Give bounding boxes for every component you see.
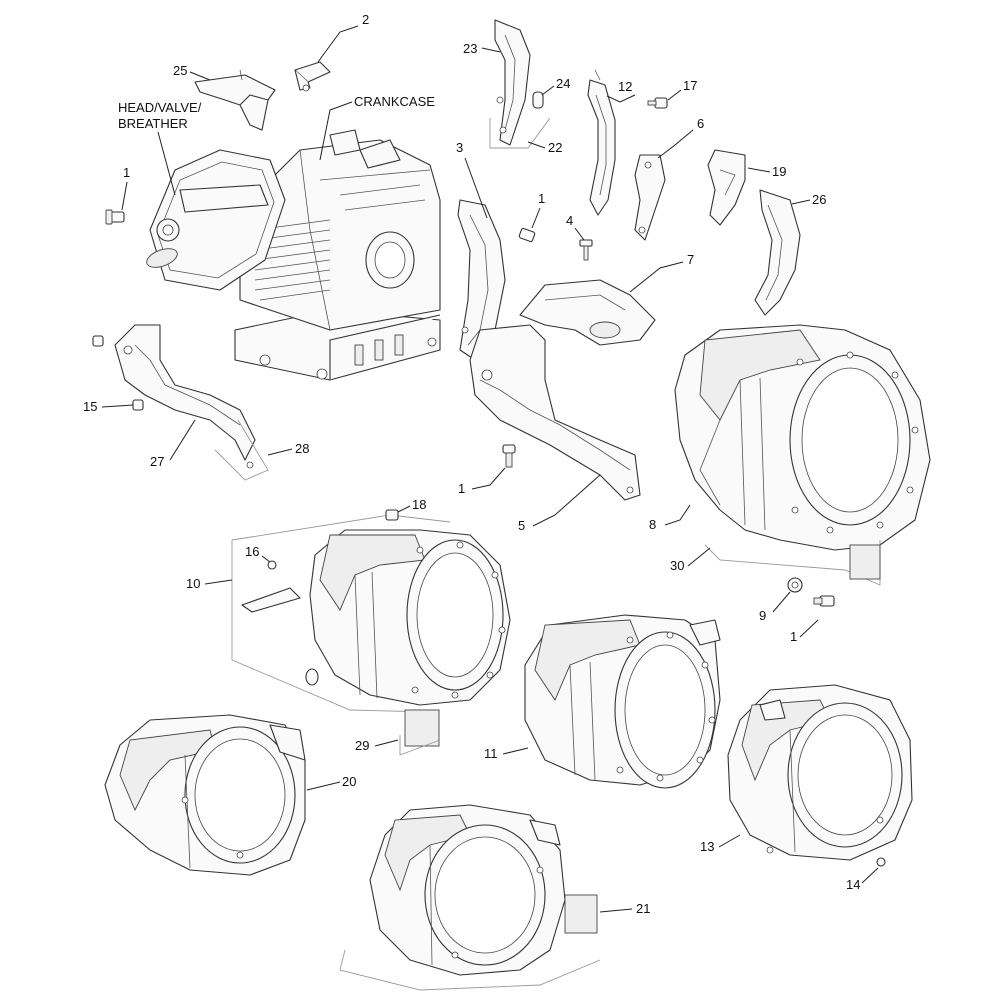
callout-4: 4 [566,213,574,228]
callout-27: 27 [150,454,165,469]
callout-1-lower: 1 [458,481,466,496]
callout-11: 11 [484,746,498,761]
part-6-bracket [635,155,665,240]
callout-15: 15 [83,399,98,414]
callout-14: 14 [846,877,861,892]
part-12-shroud [588,70,615,215]
callout-25: 25 [173,63,188,78]
part-15-screw-bottom [133,400,143,410]
part-9-nut [788,578,802,592]
callout-26: 26 [812,192,827,207]
callout-29: 29 [355,738,370,753]
callout-24: 24 [556,76,571,91]
part-5-duct [470,325,640,500]
callout-16: 16 [245,544,260,559]
part-18-clip [386,510,398,520]
part-16-nut [268,561,276,569]
callout-20: 20 [342,774,357,789]
callout-1-left: 1 [123,165,131,180]
callout-28: 28 [295,441,310,456]
part-1-bolt-mid [519,228,536,242]
callout-8: 8 [649,517,657,532]
callout-1-mid: 1 [538,191,546,206]
callout-6: 6 [697,116,705,131]
part-17-screw [648,98,667,108]
callout-3: 3 [456,140,464,155]
callout-9: 9 [759,608,767,623]
callout-13: 13 [700,839,715,854]
part-2-bracket [295,62,330,91]
callout-12: 12 [618,79,633,94]
part-19-bracket [708,150,745,225]
engine-assembly [144,130,440,380]
part-20-blower-housing [105,715,305,875]
callout-22: 22 [548,140,563,155]
label-breather: BREATHER [118,116,188,131]
part-14-screw [877,858,885,866]
part-1-bolt-lower [503,445,515,467]
callout-30: 30 [670,558,685,573]
part-8-blower-housing [675,325,930,550]
part-21-blower-housing [370,805,565,975]
part-10-clip [242,588,300,612]
callout-21: 21 [636,901,651,916]
part-10-blower-housing [306,530,510,705]
part-26-shroud [755,190,800,315]
callout-23: 23 [463,41,478,56]
callout-17: 17 [683,78,698,93]
callout-1-right: 1 [790,629,798,644]
part-23-shroud [495,20,530,145]
callout-7: 7 [687,252,695,267]
group-22-bracket [490,118,550,148]
part-11-blower-housing [525,615,720,788]
callout-19: 19 [772,164,787,179]
callout-10: 10 [186,576,201,591]
part-15-screw-top [93,336,103,346]
part-4-screw [580,240,592,260]
label-crankcase: CRANKCASE [354,94,435,109]
part-13-blower-housing [728,685,912,860]
leader-head [158,132,175,195]
part-27-bracket [115,325,255,460]
label-head-valve-breather: HEAD/VALVE/ [118,100,202,115]
callout-2: 2 [362,12,370,27]
callout-18: 18 [412,497,427,512]
part-24-grommet [533,92,543,108]
part-1-bolt-right [814,596,834,606]
part-1-bolt-left [106,210,124,224]
callout-5: 5 [518,518,526,533]
